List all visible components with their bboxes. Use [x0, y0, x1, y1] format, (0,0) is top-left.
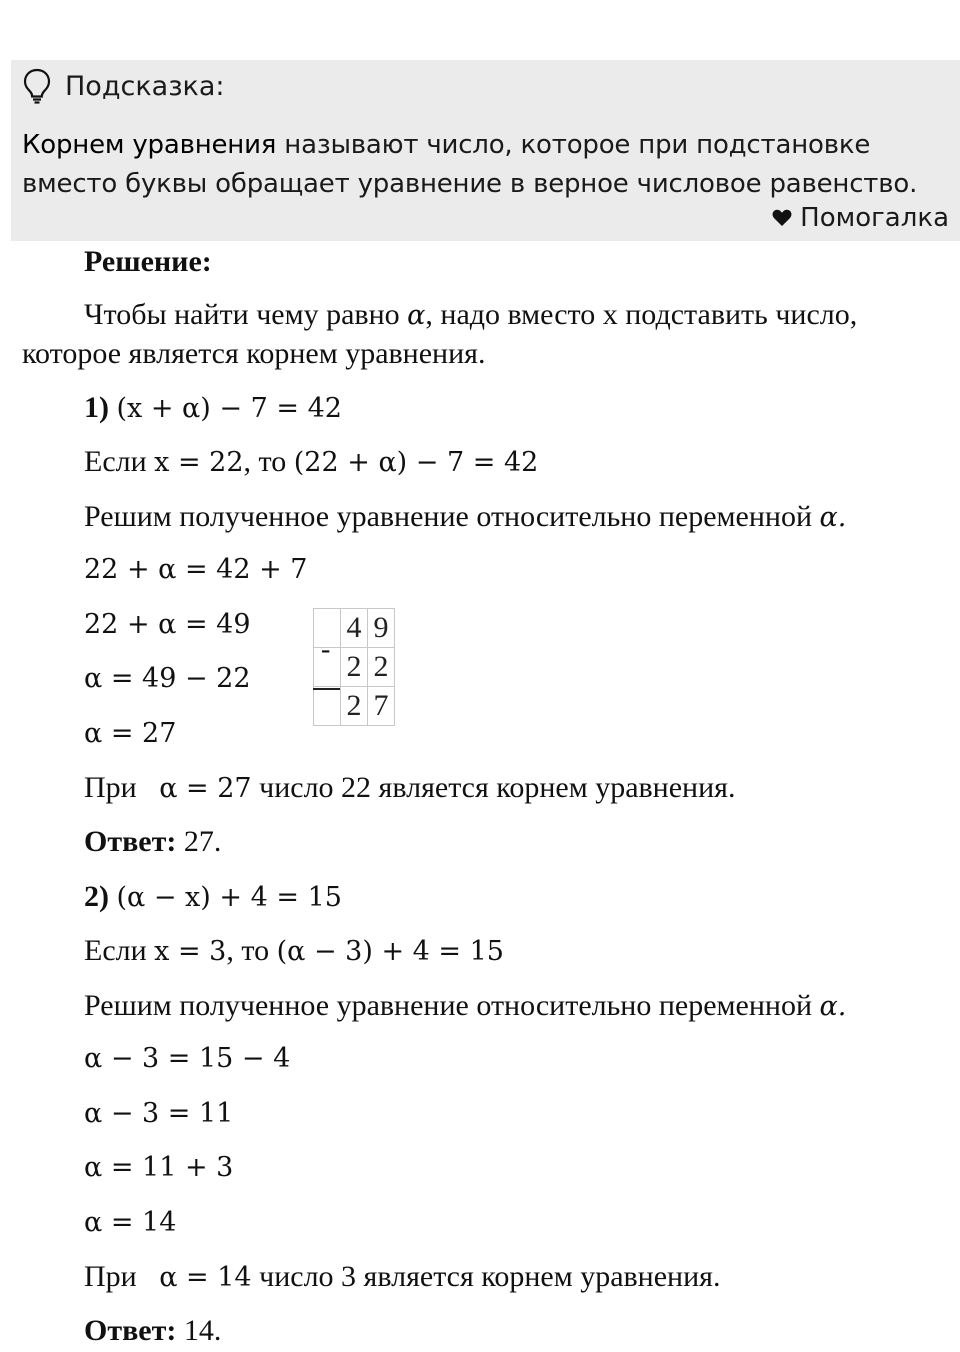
if-label: Если	[84, 445, 155, 478]
hint-credit[interactable]	[772, 203, 949, 233]
x-value: x = 22	[154, 447, 244, 478]
digit-cell: 9	[368, 609, 395, 648]
minus-sign: -	[321, 634, 331, 665]
digit-cell: 2	[341, 687, 368, 726]
problem-1-number: 1)	[84, 391, 109, 424]
solution-heading: Решение:	[84, 245, 212, 278]
hint-term: Корнем уравнения	[22, 130, 277, 160]
conclusion-text: число 3 является корнем уравнения.	[251, 1260, 721, 1293]
problem-1-step-2: 22 + α = 49	[84, 609, 251, 640]
problem-1-step-1: 22 + α = 42 + 7	[84, 554, 308, 585]
heart-icon	[772, 209, 792, 227]
answer-value: 14.	[176, 1314, 222, 1347]
problem-2-step-3: α = 11 + 3	[84, 1152, 234, 1183]
digit-cell: 2	[341, 648, 368, 687]
then-label: , то	[243, 445, 294, 478]
digit-cell: 4	[341, 609, 368, 648]
alpha-value: α = 27	[159, 773, 252, 804]
conclusion-text: число 22 является корнем уравнения.	[251, 771, 736, 804]
problem-2-answer	[84, 1313, 221, 1349]
x-value: x = 3	[154, 936, 227, 967]
subtraction-rule	[313, 688, 340, 690]
problem-1-conclusion	[84, 770, 735, 807]
solve-label: Решим полученное уравнение относительно переменной	[84, 989, 820, 1022]
then-label: , то	[226, 934, 277, 967]
problem-2-solve-text	[84, 988, 846, 1025]
problem-1-substitution	[84, 444, 538, 481]
solve-label: Решим полученное уравнение относительно переменной	[84, 500, 820, 533]
difference-row	[314, 687, 395, 726]
hint-box	[11, 60, 960, 241]
problem-2-substitution	[84, 933, 504, 970]
credit-label: Помогалка	[800, 203, 949, 233]
intro-line-2: которое является корнем уравнения.	[22, 337, 486, 370]
intro-text-2: , надо вместо х подставить число,	[425, 298, 858, 331]
when-label: При	[84, 1260, 160, 1293]
hint-title: Подсказка:	[65, 70, 225, 102]
problem-2-step-1: α − 3 = 15 − 4	[84, 1043, 291, 1074]
problem-2-step-4: α = 14	[84, 1207, 177, 1238]
intro-line-1	[84, 297, 857, 334]
hint-text	[22, 126, 947, 204]
problem-2-step-2: α − 3 = 11	[84, 1098, 234, 1129]
problem-2-equation	[84, 879, 342, 916]
substituted-equation: (α − 3) + 4 = 15	[276, 936, 504, 967]
hint-header	[23, 68, 225, 104]
answer-value: 27.	[176, 825, 222, 858]
column-subtraction	[313, 608, 395, 726]
problem-2-conclusion	[84, 1259, 720, 1296]
digit-cell: 7	[368, 687, 395, 726]
alpha-symbol: α.	[819, 502, 847, 533]
alpha-symbol: α.	[819, 991, 847, 1022]
empty-cell	[314, 687, 341, 726]
problem-1-expr: (x + α) − 7 = 42	[116, 393, 342, 424]
answer-label: Ответ:	[84, 825, 177, 858]
problem-1-solve-text	[84, 499, 846, 536]
substituted-equation: (22 + α) − 7 = 42	[293, 447, 539, 478]
lightbulb-icon	[23, 68, 51, 104]
problem-1-equation	[84, 390, 342, 427]
problem-1-answer	[84, 824, 221, 860]
alpha-value: α = 14	[159, 1262, 252, 1293]
problem-2-number: 2)	[84, 880, 109, 913]
digit-cell: 2	[368, 648, 395, 687]
problem-1-step-4: α = 27	[84, 718, 177, 749]
if-label: Если	[84, 934, 155, 967]
answer-label: Ответ:	[84, 1314, 177, 1347]
problem-1-step-3: α = 49 − 22	[84, 663, 251, 694]
intro-text-1: Чтобы найти чему равно	[84, 298, 408, 331]
hint-definition: называют число, которое при подстановке вместо буквы обращает уравнение в верное числовое равенство.	[22, 130, 918, 199]
alpha-symbol: α	[407, 300, 426, 331]
when-label: При	[84, 771, 160, 804]
problem-2-expr: (α − x) + 4 = 15	[116, 882, 342, 913]
